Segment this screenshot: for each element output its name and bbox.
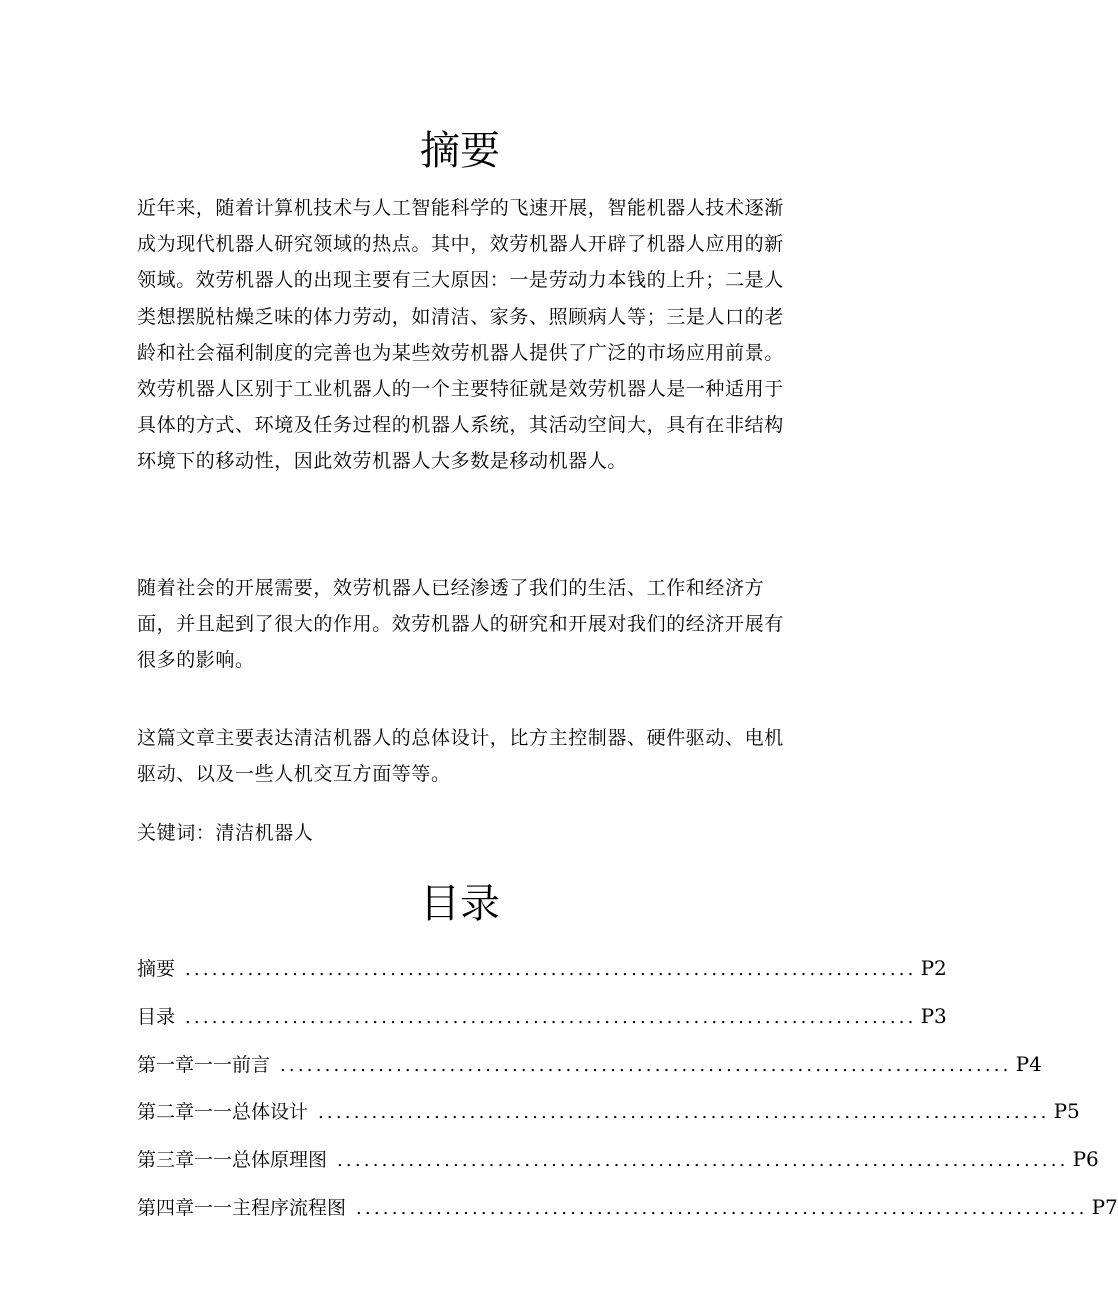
toc-entry-label: 第三章一一总体原理图 [137, 1149, 328, 1172]
abstract-paragraph-2: 随着社会的开展需要，效劳机器人已经渗透了我们的生活、工作和经济方面，并且起到了很大的作用。效劳机器人的研究和开展对我们的经济开展有很多的影响。 [137, 577, 784, 672]
abstract-paragraph-3: 这篇文章主要表达清洁机器人的总体设计，比方主控制器、硬件驱动、电机驱动、以及一些人机交互方面等等。 [137, 727, 784, 786]
toc-entry-chapter-3[interactable] [137, 1141, 1099, 1189]
toc-entry-label: 第二章一一总体设计 [137, 1101, 309, 1124]
toc-entry-chapter-1[interactable] [137, 1046, 1042, 1094]
toc-leader-dots: .................................................................................. [337, 1150, 1069, 1172]
toc-leader-dots: .................................................................................. [318, 1102, 1050, 1124]
toc-entry-page: P2 [920, 956, 947, 980]
toc-leader-dots: .................................................................................. [185, 1006, 917, 1028]
keywords-line: 关键词：清洁机器人 [137, 822, 314, 844]
abstract-title: 摘要 [420, 128, 500, 174]
toc-entry-label: 第四章一一主程序流程图 [137, 1196, 347, 1219]
toc-entry-page: P5 [1053, 1099, 1080, 1124]
toc-leader-dots: .................................................................................. [280, 1054, 1012, 1076]
toc-entry-label: 摘要 [137, 958, 176, 980]
toc-entry-chapter-2[interactable] [137, 1093, 1080, 1141]
toc-entry-page: P3 [920, 1003, 947, 1028]
toc-leader-dots: .................................................................................. [185, 959, 917, 980]
toc-title: 目录 [420, 881, 500, 927]
toc-leader-dots: .................................................................................. [356, 1197, 1088, 1219]
toc-entry-page: P7 [1091, 1194, 1118, 1219]
toc-entry-label: 第一章一一前言 [137, 1053, 271, 1076]
toc-entry-chapter-4[interactable] [137, 1189, 1118, 1237]
toc-entry-page: P4 [1015, 1051, 1042, 1076]
toc-entry-contents[interactable] [137, 998, 947, 1046]
abstract-paragraph-1: 近年来，随着计算机技术与人工智能科学的飞速开展，智能机器人技术逐渐成为现代机器人研究领域的热点。其中，效劳机器人开辟了机器人应用的新领域。效劳机器人的出现主要有三大原因：一是劳动力本钱的上升；二是人类想摆脱枯燥乏味的体力劳动，如清洁、家务、照顾病人等；三是人口的老龄和社会福利制度的完善也为某些效劳机器人提供了广泛的市场应用前景。效劳机器人区别于工业机器人的一个主要特征就是效劳机器人是一种适用于具体的方式、环境及任务过程的机器人系统，其活动空间大，具有在非结构环境下的移动性，因此效劳机器人大多数是移动机器人。 [137, 197, 784, 473]
table-of-contents [137, 950, 1118, 1237]
toc-entry-label: 目录 [137, 1005, 176, 1028]
toc-entry-page: P6 [1072, 1147, 1099, 1172]
toc-entry-abstract[interactable] [137, 950, 947, 998]
